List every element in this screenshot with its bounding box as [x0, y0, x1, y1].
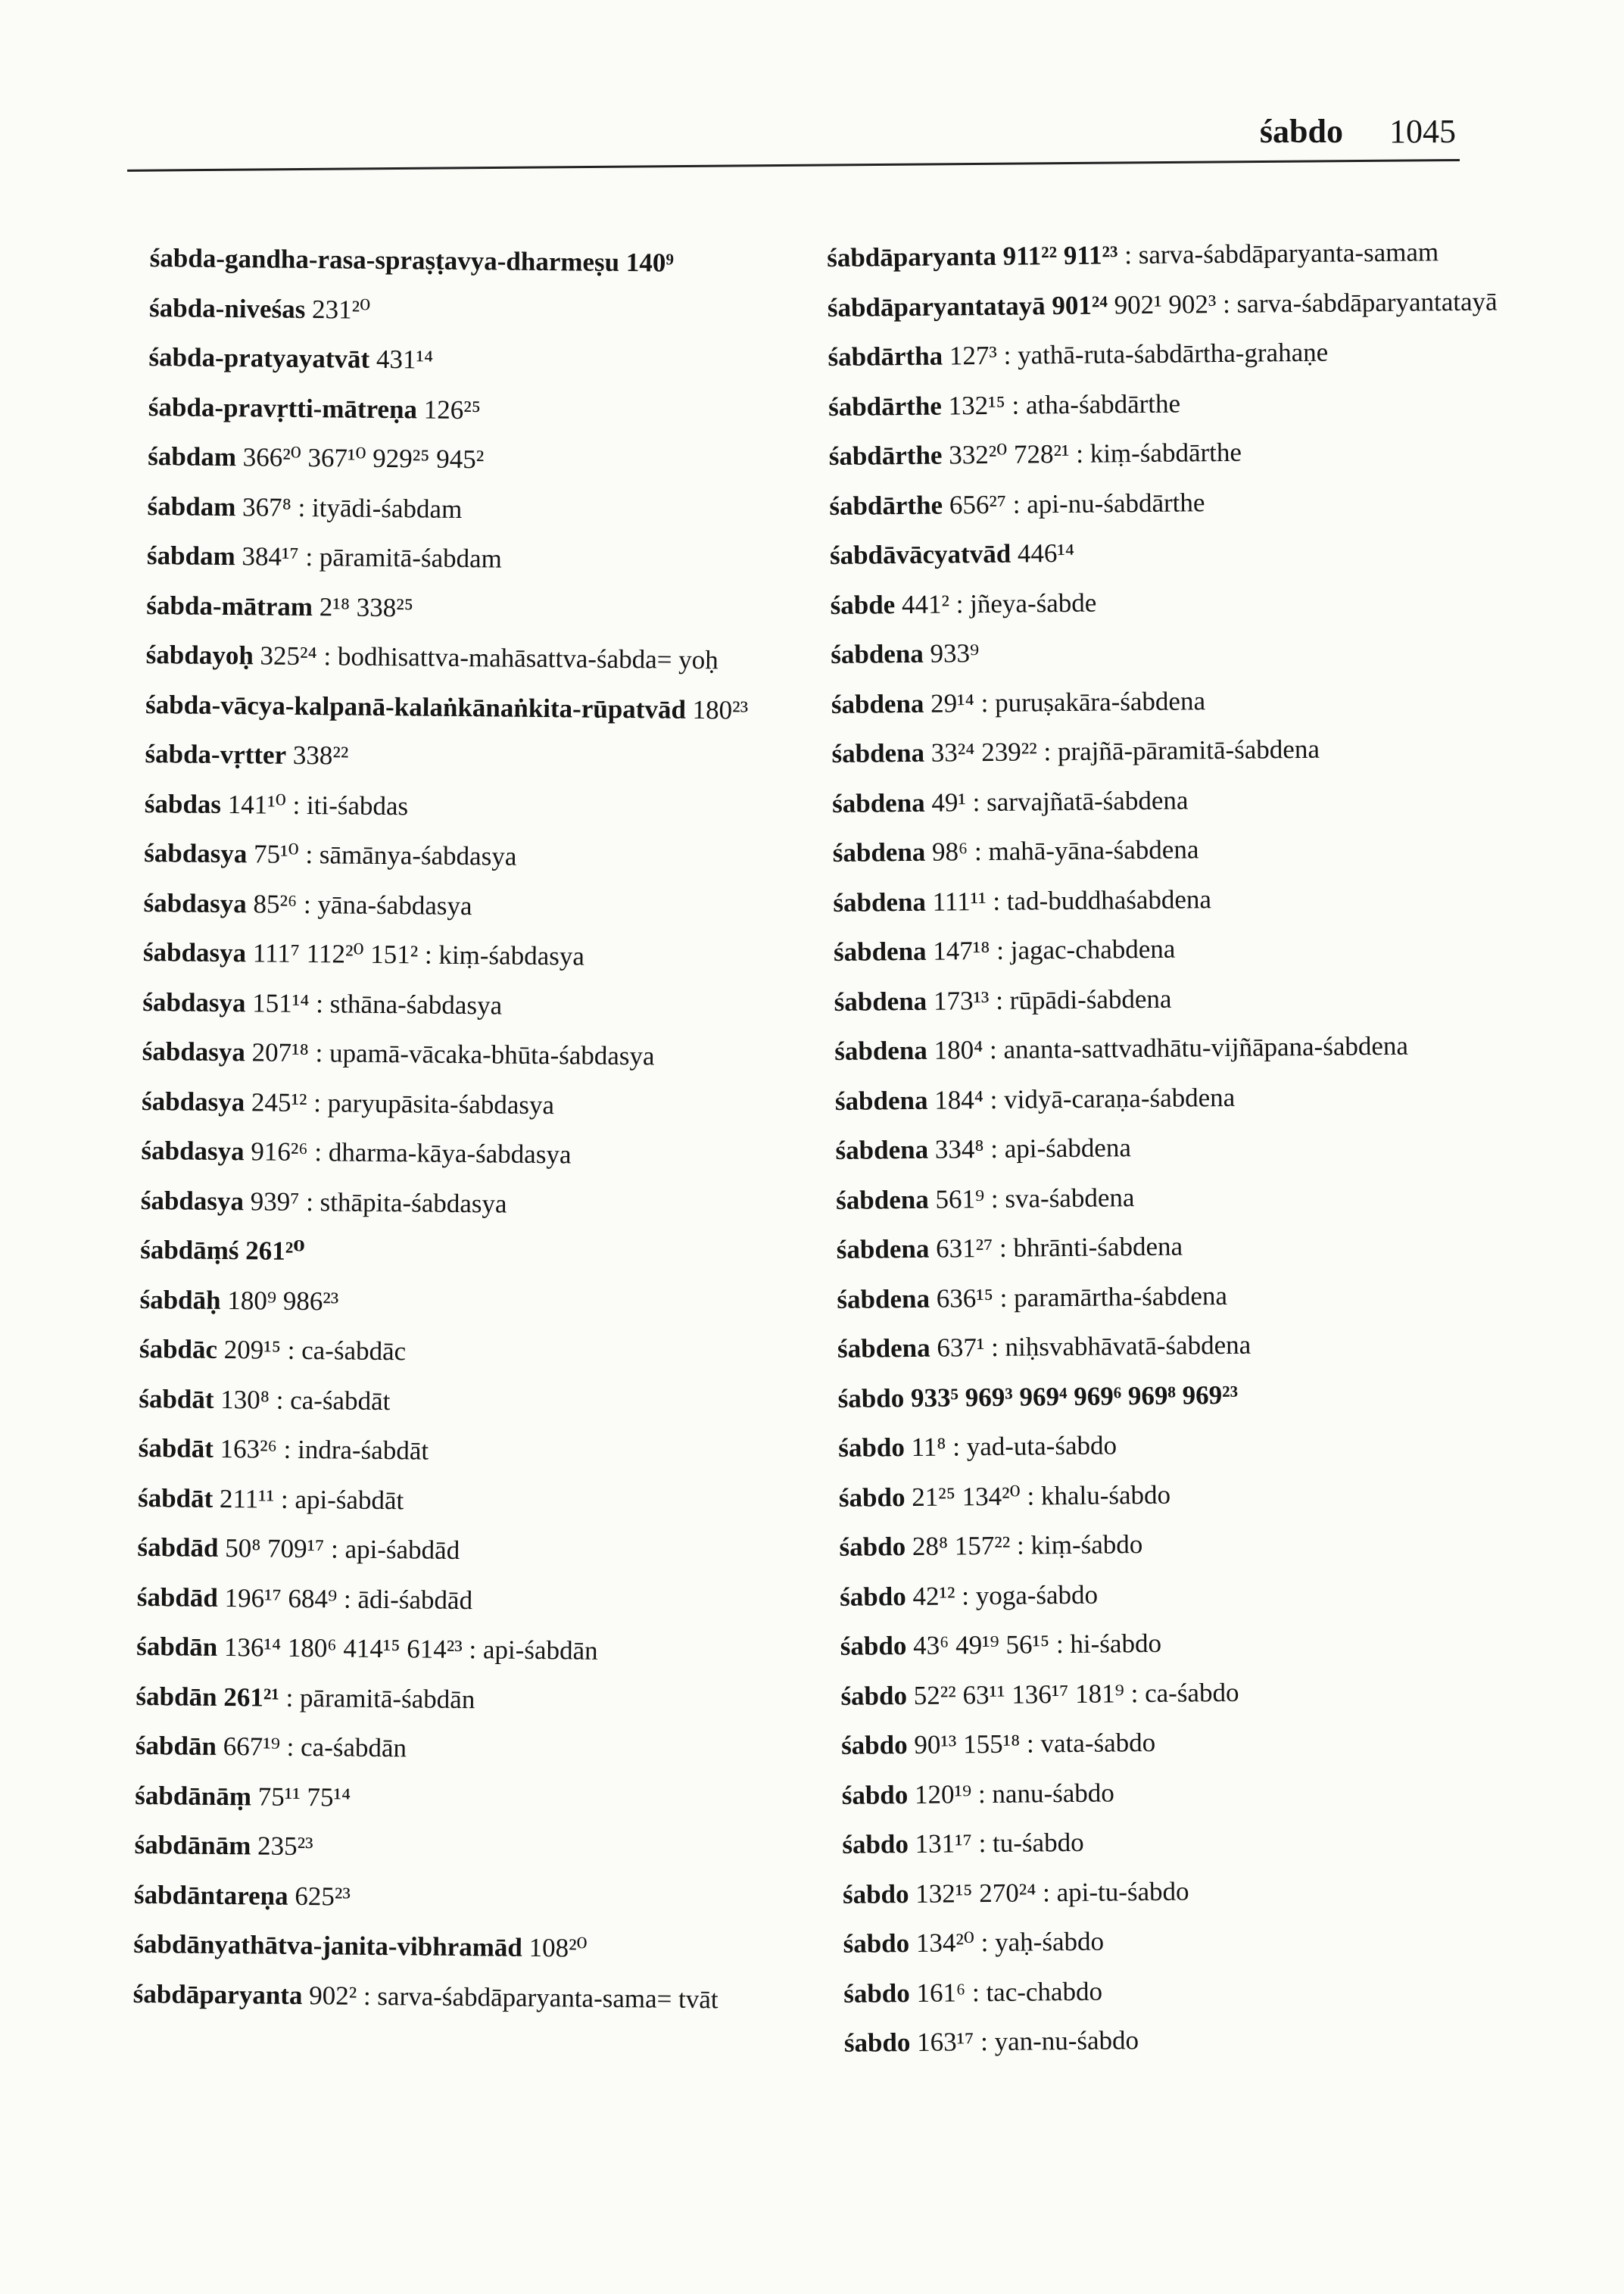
entry-references: 28⁸ 157²²	[912, 1530, 1011, 1561]
index-entry	[827, 234, 1508, 275]
index-entry	[835, 1127, 1516, 1167]
entry-compound: : yaḥ-śabdo	[980, 1926, 1105, 1958]
entry-headword: śabde	[830, 589, 896, 620]
entry-compound: : sarva-śabdāparyanta-sama= tvāt	[363, 1981, 718, 2014]
entry-references: 2¹⁸ 338²⁵	[319, 591, 414, 622]
index-entry	[144, 836, 810, 876]
entry-references: 184⁴	[934, 1084, 984, 1115]
entry-references: 163²⁶	[220, 1433, 278, 1464]
entry-references: 50⁸ 709¹⁷	[225, 1533, 325, 1564]
entry-headword: śabdāvācyatvād	[829, 538, 1011, 570]
entry-references: 338²²	[292, 740, 349, 771]
entry-headword: śabdena	[831, 638, 924, 669]
index-entry	[835, 1077, 1516, 1118]
entry-references: 131¹⁷	[915, 1828, 973, 1859]
entry-headword: śabdo	[841, 1779, 909, 1810]
entry-headword: śabdena	[831, 737, 925, 768]
entry-headword: śabdārthe	[829, 490, 943, 521]
index-entry	[148, 340, 815, 380]
entry-references: 120¹⁹	[914, 1778, 972, 1809]
index-entry	[136, 1728, 802, 1769]
entry-compound: : tu-śabdo	[978, 1827, 1084, 1859]
entry-headword: śabdo	[843, 2028, 911, 2058]
entry-compound: : prajñā-pāramitā-śabdena	[1043, 734, 1320, 767]
index-entry	[147, 538, 813, 578]
index-entry	[145, 687, 812, 727]
index-entry	[832, 780, 1513, 821]
entry-headword: śabdān	[136, 1681, 217, 1712]
entry-compound: : yad-uta-śabdo	[952, 1430, 1117, 1462]
entry-compound: : yoga-śabdo	[962, 1579, 1099, 1610]
entry-references: 245¹²	[251, 1086, 307, 1117]
index-entry	[143, 935, 809, 975]
entry-references: 325²⁴	[260, 641, 317, 672]
entry-compound: : ca-śabdo	[1130, 1677, 1239, 1708]
entry-headword: śabdād	[137, 1532, 219, 1563]
entry-compound: : sarva-śabdāparyanta-samam	[1124, 237, 1439, 270]
entry-compound: : tad-buddhaśabdena	[993, 884, 1212, 916]
index-entry	[843, 1920, 1524, 1961]
entry-compound: : nanu-śabdo	[977, 1777, 1114, 1809]
index-entry	[839, 1474, 1520, 1515]
index-entry	[137, 1579, 803, 1619]
entry-references: 11⁸	[911, 1432, 946, 1463]
index-entry	[139, 1332, 806, 1372]
index-entry	[836, 1177, 1517, 1217]
index-entry	[843, 1970, 1525, 2011]
index-entry	[142, 1034, 809, 1074]
entry-headword: śabdena	[834, 1085, 928, 1116]
entry-references: 75¹⁰	[253, 839, 299, 869]
index-entry	[833, 879, 1514, 920]
entry-compound: : api-śabdān	[469, 1635, 598, 1666]
entry-headword: śabda-vācya-kalpanā-kalaṅkānaṅkita-rūpatvād	[145, 689, 687, 725]
entry-compound: : yāna-śabdasya	[303, 889, 472, 921]
entry-compound: : jagac-chabdena	[996, 933, 1176, 965]
entry-compound: : kiṃ-śabdasya	[424, 940, 585, 971]
entry-compound: : yan-nu-śabdo	[980, 2025, 1139, 2057]
entry-headword: śabdena	[837, 1332, 930, 1364]
index-entry	[145, 786, 811, 826]
entry-references: 42¹²	[912, 1580, 955, 1611]
index-column-right	[827, 234, 1526, 2075]
entry-headword: śabdasya	[144, 837, 248, 869]
index-entry	[841, 1772, 1523, 1812]
header-rule	[127, 159, 1460, 172]
entry-headword: śabdād	[136, 1582, 219, 1613]
index-entry	[148, 389, 815, 429]
index-entry	[136, 1629, 803, 1669]
entry-headword: śabdo	[838, 1482, 906, 1513]
entry-compound: : sthāpita-śabdasya	[306, 1186, 507, 1219]
index-entry	[834, 1027, 1516, 1068]
index-entry	[843, 1871, 1524, 1912]
entry-headword: śabdena	[831, 787, 925, 818]
entry-references: 49¹	[931, 787, 967, 818]
index-entry	[829, 432, 1510, 473]
entry-references: 163¹⁷	[916, 2027, 974, 2057]
entry-compound: : sarva-śabdāparyantatayā	[1222, 286, 1498, 319]
index-entry	[145, 737, 811, 777]
entry-headword: śabdāt	[137, 1482, 214, 1513]
index-column-left	[132, 241, 816, 2032]
entry-headword: śabdo	[840, 1581, 906, 1612]
index-entry	[839, 1523, 1520, 1564]
entry-references: 636¹⁵	[936, 1283, 994, 1314]
entry-references: 367⁸	[242, 491, 291, 522]
entry-references: 637¹	[937, 1332, 985, 1363]
entry-references-extra: 902¹ 902³	[1114, 288, 1217, 319]
index-entry	[138, 1431, 804, 1471]
entry-headword: śabdāparyanta	[827, 241, 997, 273]
entry-compound: : api-tu-śabdo	[1042, 1876, 1189, 1907]
entry-headword: śabdena	[834, 1035, 928, 1066]
entry-headword: śabdāparyantatayā	[827, 290, 1046, 323]
index-entry	[828, 383, 1510, 424]
index-entry	[139, 1282, 806, 1322]
entry-compound: : bodhisattva-mahāsattva-śabda= yoḥ	[323, 641, 718, 675]
entry-headword: śabdasya	[141, 1135, 245, 1167]
entry-compound: : iti-śabdas	[292, 790, 409, 821]
entry-compound: : ca-śabdān	[286, 1731, 407, 1763]
entry-references: 21²⁵ 134²⁰	[912, 1481, 1021, 1512]
entry-headword: śabdena	[834, 986, 927, 1017]
entry-compound: : kiṃ-śabdo	[1016, 1529, 1143, 1560]
entry-references: 111¹¹	[932, 886, 987, 917]
entry-references: 43⁶ 49¹⁹ 56¹⁵	[912, 1629, 1050, 1660]
entry-references: 98⁶	[931, 837, 968, 867]
index-entry	[133, 1927, 800, 1967]
index-entry	[837, 1375, 1519, 1416]
entry-compound: : atha-śabdārthe	[1011, 388, 1181, 420]
entry-compound: : indra-śabdāt	[283, 1434, 429, 1466]
entry-compound: : api-nu-śabdārthe	[1012, 487, 1205, 519]
entry-compound: : api-śabdāt	[280, 1484, 404, 1515]
entry-references: 180⁹ 986²³	[227, 1285, 339, 1316]
entry-references: 916²⁶	[251, 1136, 308, 1167]
index-entry	[148, 439, 814, 479]
entry-references: 911²² 911²³	[1002, 240, 1118, 271]
entry-compound: : api-śabdād	[330, 1534, 460, 1566]
index-entry	[840, 1672, 1522, 1713]
entry-headword: śabdena	[831, 688, 924, 719]
entry-references: 209¹⁵	[223, 1335, 282, 1365]
index-entry	[149, 290, 815, 330]
entry-references: 108²⁰	[528, 1932, 588, 1963]
entry-references: 29¹⁴	[930, 687, 975, 718]
entry-references: 136¹⁴ 180⁶ 414¹⁵ 614²³	[223, 1632, 463, 1665]
entry-references: 902²	[309, 1980, 357, 2011]
index-entry	[842, 1821, 1523, 1862]
entry-headword: śabdo	[843, 1978, 910, 2009]
index-entry	[831, 730, 1513, 771]
entry-references: 939⁷	[250, 1186, 300, 1217]
index-entry	[147, 488, 813, 528]
entry-headword: śabdārtha	[828, 341, 943, 372]
entry-compound: : hi-śabdo	[1055, 1628, 1162, 1660]
index-entry	[828, 284, 1509, 325]
entry-references: 75¹¹ 75¹⁴	[257, 1781, 351, 1812]
index-entry	[834, 978, 1515, 1019]
entry-headword: śabdāntareṇa	[133, 1879, 288, 1911]
entry-headword: śabdas	[144, 788, 222, 819]
entry-references: 933⁹	[930, 638, 980, 669]
entry-headword: śabdāḥ	[139, 1284, 221, 1315]
entry-references: 261²¹	[223, 1682, 280, 1713]
entry-headword: śabdasya	[140, 1185, 245, 1216]
entry-headword: śabdam	[146, 540, 235, 572]
page-number: 1045	[1389, 113, 1456, 150]
running-headword: śabdo	[1259, 113, 1343, 150]
entry-references: 384¹⁷	[242, 541, 299, 572]
entry-headword: śabdo	[842, 1829, 909, 1859]
entry-references: 667¹⁹	[223, 1731, 281, 1762]
entry-references: 33²⁴ 239²²	[930, 737, 1037, 768]
entry-compound: : pāramitā-śabdam	[305, 541, 503, 574]
entry-headword: śabdānām	[134, 1829, 251, 1861]
entry-headword: śabdena	[837, 1283, 930, 1314]
index-entry	[146, 588, 812, 628]
entry-references: 127³	[949, 340, 998, 371]
entry-compound: : dharma-kāya-śabdasya	[314, 1137, 572, 1170]
entry-references: 151¹⁴	[252, 987, 310, 1018]
entry-compound: : vidyā-caraṇa-śabdena	[990, 1082, 1236, 1114]
entry-headword: śabdasya	[142, 937, 247, 968]
entry-headword: śabdānyathātva-janita-vibhramād	[133, 1928, 522, 1962]
index-entry	[834, 928, 1515, 969]
entry-references: 631²⁷	[935, 1233, 993, 1264]
entry-headword: śabdo	[840, 1680, 908, 1711]
index-entry	[841, 1722, 1523, 1763]
index-entry	[146, 637, 812, 678]
index-entry	[137, 1530, 803, 1570]
entry-compound: : ādi-śabdād	[343, 1584, 473, 1615]
entry-references: 90¹³ 155¹⁸	[914, 1728, 1021, 1759]
index-entry	[142, 984, 809, 1024]
entry-headword: śabdārthe	[828, 391, 943, 422]
entry-compound: : tac-chabdo	[971, 1976, 1103, 2007]
entry-headword: śabdārthe	[828, 440, 943, 471]
entry-compound: : sāmānya-śabdasya	[305, 840, 517, 871]
entry-references: 431¹⁴	[376, 344, 434, 375]
entry-headword: śabda-mātram	[146, 590, 313, 622]
entry-references: 235²³	[257, 1831, 313, 1862]
entry-references: 126²⁵	[423, 394, 482, 425]
entry-references: 561⁹	[935, 1183, 985, 1214]
entry-compound: : mahā-yāna-śabdena	[974, 834, 1199, 867]
entry-references: 207¹⁸	[251, 1037, 310, 1068]
index-entry	[141, 1183, 807, 1223]
entry-headword: śabda-vṛtter	[145, 738, 287, 770]
entry-references: 130⁸	[220, 1384, 270, 1415]
entry-compound: : sva-śabdena	[990, 1182, 1135, 1214]
index-entry	[844, 2019, 1526, 2060]
entry-references: 134²⁰	[915, 1928, 975, 1958]
index-entry	[134, 1877, 800, 1917]
entry-headword: śabda-niveśas	[148, 292, 306, 324]
entry-references: 173¹³	[933, 985, 990, 1016]
entry-headword: śabdena	[835, 1184, 929, 1215]
entry-headword: śabda-pratyayatvāt	[148, 341, 370, 374]
entry-headword: śabdasya	[143, 887, 247, 918]
entry-references: 933⁵ 969³ 969⁴ 969⁶ 969⁸ 969²³	[910, 1379, 1239, 1413]
entry-references: 52²² 63¹¹ 136¹⁷ 181⁹	[913, 1678, 1125, 1710]
index-entry	[837, 1276, 1518, 1317]
entry-compound: : kiṃ-śabdārthe	[1076, 437, 1242, 469]
entry-headword: śabdāṃś	[140, 1234, 239, 1266]
entry-headword: śabdasya	[142, 1036, 246, 1068]
entry-headword: śabdayoḥ	[145, 639, 254, 671]
entry-compound: : sthāna-śabdasya	[316, 988, 503, 1021]
entry-compound: : paryupāsita-śabdasya	[313, 1087, 555, 1120]
entry-headword: śabda-pravṛtti-mātreṇa	[148, 391, 418, 424]
index-entry	[828, 333, 1509, 374]
entry-headword: śabdena	[832, 837, 926, 868]
entry-references: 132¹⁵ 270²⁴	[915, 1877, 1036, 1909]
entry-compound: : yathā-ruta-śabdārtha-grahaṇe	[1003, 337, 1329, 370]
entry-headword: śabdena	[835, 1134, 929, 1165]
entry-compound: : upamā-vācaka-bhūta-śabdasya	[315, 1038, 655, 1071]
entry-references: 141¹⁰	[227, 789, 286, 820]
index-entry	[837, 1226, 1518, 1267]
entry-references: 111⁷ 112²⁰ 151²	[252, 938, 419, 970]
entry-references: 446¹⁴	[1017, 538, 1075, 569]
index-entry	[138, 1480, 804, 1520]
entry-compound: : ca-śabdāt	[276, 1385, 391, 1416]
entry-references: 441²	[901, 588, 950, 619]
entry-compound: : vata-śabdo	[1026, 1727, 1156, 1759]
entry-headword: śabdāc	[139, 1333, 218, 1364]
index-entry	[150, 241, 816, 281]
entry-headword: śabdam	[147, 491, 236, 522]
entry-references: 140⁹	[625, 248, 675, 278]
entry-headword: śabdena	[833, 887, 927, 918]
entry-headword: śabdo	[838, 1432, 906, 1463]
entry-headword: śabdo	[837, 1382, 905, 1413]
entry-references: 366²⁰ 367¹⁰ 929²⁵ 945²	[242, 442, 485, 475]
entry-references: 147¹⁸	[933, 935, 990, 966]
entry-compound: : ananta-sattvadhātu-vijñāpana-śabdena	[989, 1030, 1409, 1064]
index-entry	[141, 1133, 807, 1173]
entry-headword: śabdo	[842, 1878, 909, 1909]
index-entry	[134, 1828, 800, 1868]
index-entry	[136, 1678, 802, 1719]
entry-headword: śabdo	[843, 1928, 910, 1959]
entry-compound: : sarvajñatā-śabdena	[972, 784, 1189, 817]
entry-headword: śabdān	[135, 1730, 217, 1761]
entry-compound: : pāramitā-śabdān	[285, 1682, 475, 1714]
entry-compound: : api-śabdena	[990, 1133, 1132, 1164]
entry-compound: : jñeya-śabde	[955, 588, 1097, 619]
entry-compound: : niḥsvabhāvatā-śabdena	[990, 1329, 1252, 1362]
index-entry	[840, 1573, 1521, 1614]
entry-references: 625²³	[295, 1881, 351, 1912]
entry-references: 180²³	[692, 694, 749, 725]
entry-headword: śabdāparyanta	[132, 1978, 303, 2010]
entry-compound: : khalu-śabdo	[1027, 1479, 1171, 1511]
index-entry	[831, 631, 1512, 672]
index-entry	[840, 1622, 1522, 1663]
entry-references: 196¹⁷ 684⁹	[224, 1582, 338, 1613]
index-entry	[133, 1976, 800, 2016]
entry-headword: śabdasya	[142, 986, 246, 1018]
entry-references: 231²⁰	[311, 294, 371, 325]
index-entry	[142, 1083, 808, 1124]
index-entry	[829, 482, 1510, 523]
entry-headword: śabdāt	[139, 1383, 214, 1414]
entry-references: 161⁶	[916, 1977, 966, 2008]
entry-compound: : bhrānti-śabdena	[999, 1231, 1183, 1263]
entry-compound: : rūpādi-śabdena	[996, 983, 1172, 1015]
entry-references: 332²⁰ 728²¹	[949, 438, 1070, 470]
entry-compound: : paramārtha-śabdena	[999, 1280, 1228, 1313]
entry-references: 211¹¹	[219, 1483, 275, 1514]
index-entry	[838, 1424, 1520, 1465]
entry-headword: śabdo	[840, 1631, 907, 1661]
entry-headword: śabda-gandha-rasa-spraṣṭavya-dharmeṣu	[149, 242, 620, 277]
index-entry	[830, 581, 1511, 622]
index-entry	[837, 1325, 1519, 1366]
entry-references: 656²⁷	[949, 489, 1007, 519]
entry-headword: śabdena	[836, 1233, 930, 1264]
entry-headword: śabdasya	[141, 1086, 245, 1117]
entry-references: 180⁴	[934, 1035, 983, 1065]
entry-references: 901²⁴	[1052, 289, 1108, 320]
entry-references: 261²⁰	[245, 1236, 305, 1267]
entry-references: 132¹⁵	[948, 390, 1005, 420]
index-entry	[139, 1381, 805, 1421]
index-entry	[140, 1233, 806, 1273]
entry-compound: : ityādi-śabdam	[298, 492, 463, 524]
entry-headword: śabdam	[148, 441, 237, 472]
index-entry	[831, 681, 1513, 722]
entry-headword: śabdānāṃ	[135, 1780, 252, 1811]
entry-headword: śabdo	[840, 1730, 908, 1760]
entry-compound: : ca-śabdāc	[287, 1335, 407, 1367]
entry-headword: śabdān	[136, 1631, 218, 1662]
entry-headword: śabdena	[833, 936, 927, 967]
entry-references: 85²⁶	[253, 888, 298, 919]
entry-references: 334⁸	[934, 1134, 984, 1164]
index-entry	[830, 531, 1511, 572]
running-head	[1260, 115, 1456, 148]
index-entry	[143, 885, 809, 925]
entry-headword: śabdāt	[138, 1432, 214, 1463]
entry-compound: : puruṣakāra-śabdena	[980, 685, 1206, 718]
index-entry	[833, 829, 1514, 870]
index-entry	[135, 1778, 801, 1818]
entry-headword: śabdo	[839, 1532, 906, 1562]
